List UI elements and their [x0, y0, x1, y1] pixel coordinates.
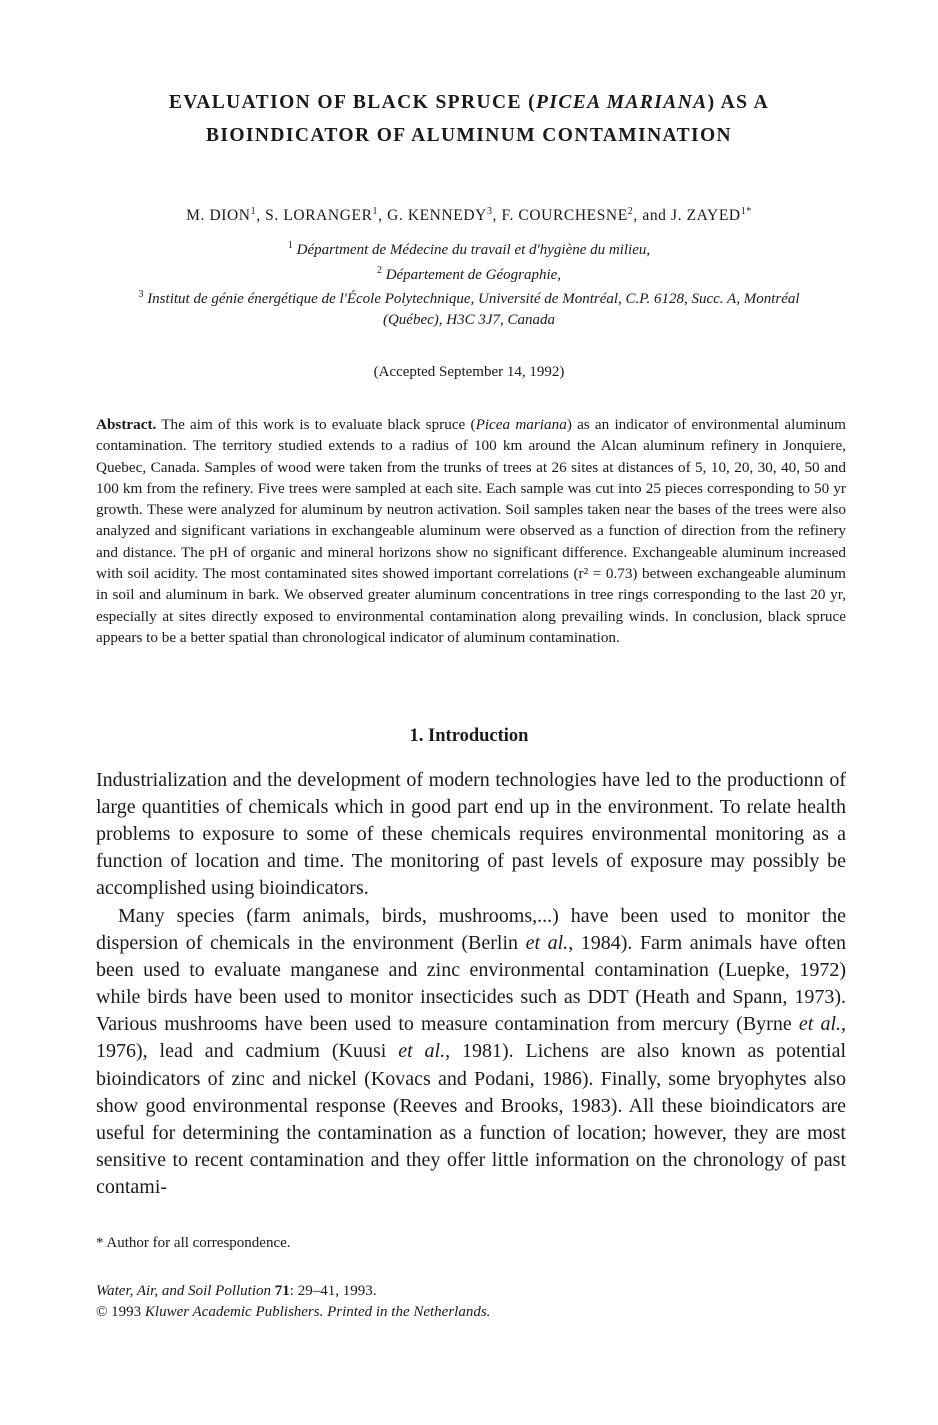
- author: F. COURCHESNE: [501, 207, 628, 225]
- journal-name: Water, Air, and Soil Pollution: [96, 1283, 272, 1299]
- author-affiliation-mark: 2: [627, 206, 634, 217]
- text-run: The aim of this work is to evaluate black spruce (: [156, 416, 476, 433]
- text-run: , 1976), lead and cadmium (Kuusi: [96, 1013, 846, 1063]
- separator: , and: [633, 207, 671, 225]
- citation-line: [96, 1281, 490, 1302]
- separator: ,: [492, 207, 502, 225]
- author-affiliation-mark: 1: [372, 206, 379, 217]
- copyright-year: 1993: [107, 1304, 145, 1320]
- separator: ,: [378, 207, 388, 225]
- footnote: * Author for all correspondence.: [96, 1235, 291, 1251]
- copyright-line: [96, 1302, 490, 1323]
- author: S. LORANGER: [265, 207, 373, 225]
- paper-title: [60, 86, 878, 152]
- abstract-label: Abstract.: [96, 416, 157, 433]
- author-affiliation-mark: 1: [250, 206, 257, 217]
- author: M. DION: [186, 207, 251, 225]
- text-run: ) as an indicator of environmental aluminum contamination. The territory studied extends to a radius of 100 km around the Alcan aluminum refinery in Jonquiere, Quebec, Canada. Samples of wood were taken from the trunks of trees at 26 sites at distances of 5, 10, 20, 30, 40, 50 and 100 km from the refinery. Five trees were sampled at each site. Each sample was cut into 25 pieces corresponding to 50 yr growth. These were analyzed for aluminum by neutron activation. Soil samples taken near the bases of the trees were also analyzed and significant variations in exchangeable aluminum were observed as a function of direction from the refinery and distance. The pH of organic and mineral horizons show no significant difference. Exchangeable aluminum increased with soil acidity. The most contaminated sites showed important correlations (r² = 0.73) between exchangeable aluminum in soil and aluminum in bark. We observed greater aluminum concentrations in tree rings corresponding to the last 20 yr, especially at sites directly exposed to environmental contamination along prevailing winds. In conclusion, black spruce appears to be a better spatial than chronological indicator of aluminum contamination.: [96, 416, 846, 646]
- text-run: , 1981). Lichens are also known as potential bioindicators of zinc and nickel (Kovacs and Podani, 1986). Finally, some bryophytes also show good environmental response (Reeves and Brooks, 1983). All these bioindicators are useful for determining the contamination as a function of location; however, they are most sensitive to recent contamination and they offer little information on the chronology of past contami-: [96, 1040, 847, 1198]
- copyright-icon: ©: [96, 1304, 108, 1320]
- italic-text: et al.: [398, 1040, 446, 1063]
- affiliation: [60, 310, 878, 331]
- abstract: [96, 414, 846, 648]
- affiliation-number: 1: [287, 240, 293, 251]
- italic-text: et al.: [525, 932, 569, 955]
- journal-info: [96, 1281, 490, 1323]
- separator: ,: [256, 207, 266, 225]
- affiliation-text: (Québec), H3C 3J7, Canada: [382, 311, 556, 328]
- accepted-date: (Accepted September 14, 1992): [373, 364, 565, 380]
- journal-pages: : 29–41, 1993.: [289, 1283, 377, 1299]
- affiliation-number: 2: [376, 264, 382, 276]
- author-affiliation-mark: 3: [486, 206, 493, 217]
- affiliations: [60, 236, 878, 330]
- title-species: PICEA MARIANA: [536, 92, 708, 113]
- text-run: Industrialization and the development of modern technologies have led to the productionn of large quantities of chemicals which in good part end up in the environment. To relate health problems to exposure to some of these chemicals requires environmental monitoring as a function of location and time. The monitoring of past levels of exposure may possibly be accomplished using bioindicators.: [96, 769, 846, 900]
- affiliation: [60, 285, 878, 310]
- affiliation: [60, 236, 878, 261]
- author: G. KENNEDY: [387, 207, 487, 225]
- author-list: [60, 206, 878, 225]
- section-heading: 1. Introduction: [409, 726, 529, 746]
- text-run: Many species (farm animals, birds, mushrooms,...) have been used to monitor the dispersion of chemicals in the environment (Berlin: [96, 905, 846, 955]
- body-paragraph: [96, 903, 846, 1201]
- journal-volume: 71: [274, 1283, 290, 1299]
- affiliation-text: Départment de Médecine du travail et d'hygiène du milieu,: [296, 242, 651, 258]
- title-line1-post: ) AS A: [707, 92, 770, 113]
- affiliation: [60, 261, 878, 286]
- body-paragraph: [96, 767, 846, 902]
- affiliation-text: Département de Géographie,: [385, 266, 562, 283]
- abstract-text: [96, 416, 846, 646]
- author-affiliation-mark: 1*: [740, 206, 752, 217]
- author: J. ZAYED: [671, 207, 741, 225]
- italic-text: et al.: [798, 1013, 841, 1036]
- title-line2: BIOINDICATOR OF ALUMINUM CONTAMINATION: [205, 125, 733, 146]
- affiliation-text: Institut de génie énergétique de l'École Polytechnique, Université de Montréal, C.P. 6128, Succ. A, Montréal: [147, 291, 800, 307]
- publisher: Kluwer Academic Publishers. Printed in the Netherlands.: [144, 1304, 491, 1320]
- italic-text: Picea mariana: [475, 416, 567, 433]
- affiliation-number: 3: [138, 289, 144, 300]
- text-run: , 1984). Farm animals have often been used to evaluate manganese and zinc environmental contamination (Luepke, 1972) while birds have been used to monitor insecticides such as DDT (Heath and Spann, 1973). Various mushrooms have been used to measure contamination from mercury (Byrne: [96, 932, 847, 1036]
- title-line1-pre: EVALUATION OF BLACK SPRUCE (: [168, 92, 537, 113]
